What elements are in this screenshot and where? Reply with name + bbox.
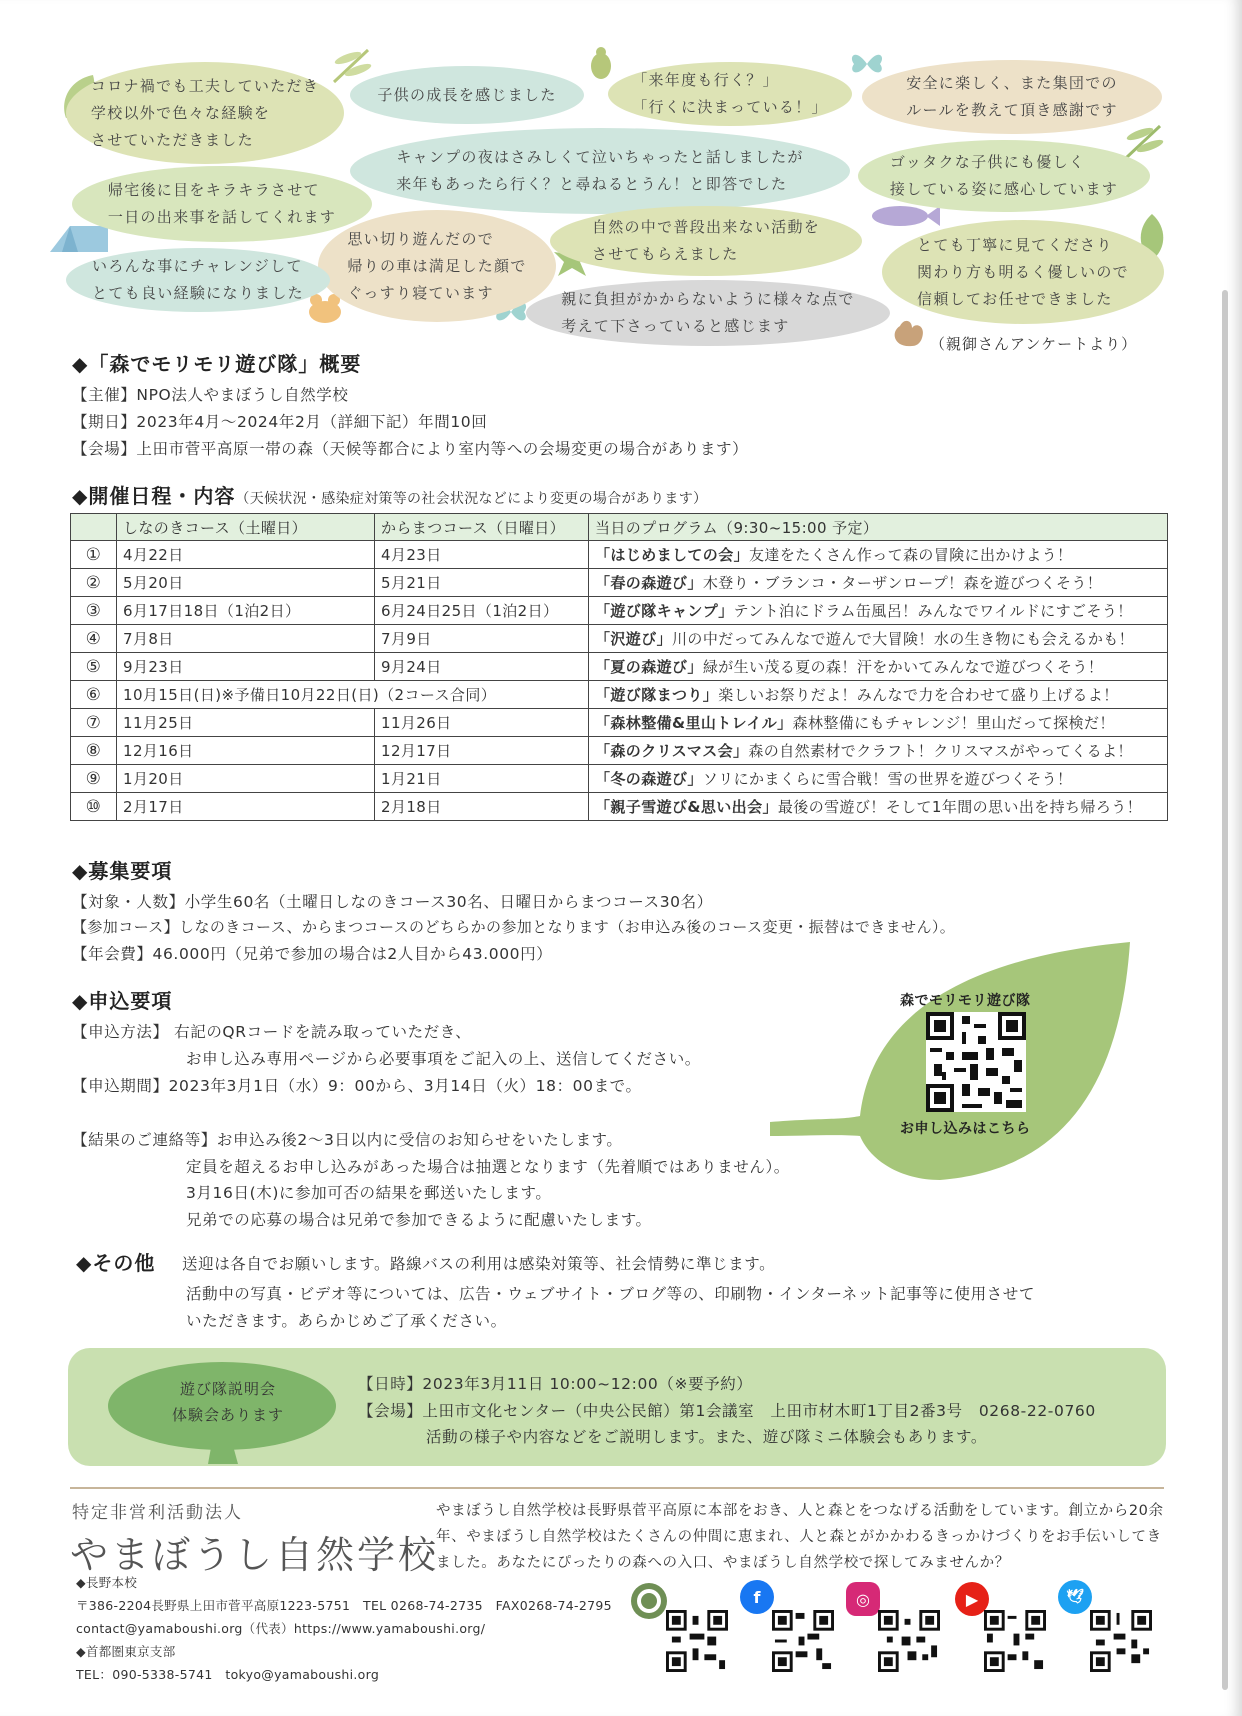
period: 【期日】2023年4月～2024年2月（詳細下記）年間10回 [72,413,488,431]
hq-address: 〒386-2204長野県上田市菅平高原1223-5751 TEL 0268-74-2735 FAX0268-74-2795 [76,1598,612,1613]
comment-bubble: 思い切り遊んだので 帰りの車は満足した顔で ぐっすり寝ています [318,210,556,322]
qr-title: 森でモリモリ遊び隊 [900,993,1031,1009]
session-datetime: 【日時】2023年3月11日 10:00~12:00（※要予約） [358,1375,753,1393]
comment-bubble: とても丁寧に見てくださり 関わり方も明るく優しいので 信頼してお任せできました [882,220,1164,324]
organizer: 【主催】NPO法人やまぼうし自然学校 [72,386,349,404]
comment-bubble: キャンプの夜はさみしくて泣いちゃったと話しましたが 来年もあったら行く？と尋ねるとうん！と即答でした [350,128,850,214]
tent-icon [48,222,110,254]
table-header-row [71,514,1168,541]
recruit-target: 【対象・人数】小学生60名（土曜日しなのきコース30名、日曜日からまつコース30名） [72,893,713,911]
table-row: ④ 7月8日 7月9日 「沢遊び」川の中だってみんなで遊んで大冒険！水の生き物にも会えるかも！ [71,625,1168,653]
result-notice: 【結果のご連絡等】お申込み後2～3日以内に受信のお知らせをいたします。 [72,1131,623,1149]
qr-code-icon[interactable] [984,1610,1046,1672]
youtube-icon[interactable]: ▶ [955,1582,989,1616]
divider [70,1487,1164,1489]
overview-heading: ◆「森でモリモリ遊び隊」概要 [72,352,362,376]
org-about: やまぼうし自然学校は長野県菅平高原に本部をおき、人と森とをつなげる活動をしています。創立から20余年、やまぼうし自然学校はたくさんの仲間に恵まれ、人と森とがかかわるきっかけづくりをお手伝いしてきました。あなたにぴったりの森への入口、やまぼうし自然学校で探してみませんか？ [436,1503,1164,1571]
org-name: やまぼうし自然学校 [70,1533,440,1577]
col-header: からまつコース（日曜日） [375,514,589,541]
comment-bubble: 安全に楽しく、また集団での ルールを教えて頂き感謝です [862,60,1162,134]
apply-method-cont: お申し込み専用ページから必要事項をご記入の上、送信してください。 [186,1050,701,1068]
session-label: 遊び隊説明会 体験会あります [171,1380,284,1424]
apply-method: 【申込方法】 右記のQRコードを読み取っていただき、 [72,1023,472,1041]
comment-bubble: いろんな事にチャレンジして とても良い経験になりました [66,248,330,312]
table-row: ⑦ 11月25日 11月26日 「森林整備&里山トレイル」森林整備にもチャレンジ！里山だって探検だ！ [71,709,1168,737]
recruit-fee: 【年会費】46.000円（兄弟で参加の場合は2人目から43.000円） [72,945,553,963]
other-photos: 活動中の写真・ビデオ等については、広告・ウェブサイト・ブログ等の、印刷物・インターネット記事等に使用させて [186,1285,1035,1303]
comment-bubble: 自然の中で普段出来ない活動を させてもらえました [550,206,862,276]
schedule-heading: ◆開催日程・内容（天候状況・感染症対策等の社会状況などにより変更の場合があります） [72,484,708,508]
result-lottery: 定員を超えるお申し込みがあった場合は抽選となります（先着順ではありません）。 [186,1158,790,1176]
apply-heading: ◆申込要項 [72,989,173,1013]
other-photos-cont: いただきます。あらかじめご了承ください。 [186,1312,507,1330]
beetle-icon [586,44,616,82]
session-venue: 【会場】上田市文化センター（中央公民館）第1会議室 上田市材木町1丁目2番3号 0268-22-0760 [358,1402,1096,1420]
other-transport: 送迎は各自でお願いします。路線バスの利用は感染対策等、社会情勢に準じます。 [182,1255,776,1273]
table-row: ⑧ 12月16日 12月17日 「森のクリスマス会」森の自然素材でクラフト！クリスマスがやってくるよ！ [71,737,1168,765]
qr-code-icon[interactable] [878,1610,940,1672]
facebook-icon[interactable]: f [740,1580,774,1614]
col-header: 当日のプログラム（9:30~15:00 予定） [589,514,1168,541]
comment-bubble: 「来年度も行く？」 「行くに決まっている！」 [608,62,852,126]
apply-period: 【申込期間】2023年3月1日（水）9：00から、3月14日（火）18：00まで。 [72,1077,642,1095]
tokyo-title: ◆首都圏東京支部 [76,1644,176,1659]
recruit-course: 【参加コース】しなのきコース、からまつコースのどちらかの参加となります（お申込み後のコース変更・振替はできません）。 [72,918,956,936]
col-header: しなのきコース（土曜日） [117,514,375,541]
hq-title: ◆長野本校 [76,1575,138,1590]
comment-bubble: 親に負担がかからないように様々な点で 考えて下さっていると感じます [526,280,890,346]
qr-code-icon[interactable] [1090,1610,1152,1672]
table-row: ⑩ 2月17日 2月18日 「親子雪遊び&思い出会」最後の雪遊び！そして1年間の思い出を持ち帰ろう！ [71,793,1168,821]
twitter-icon[interactable]: 🕊 [1058,1580,1092,1614]
recruit-heading: ◆募集要項 [72,859,173,883]
scrollbar[interactable] [1222,290,1228,1690]
schedule-table [70,513,1168,821]
comment-bubble: コロナ禍でも工夫していただき 学校以外で色々な経験を させていただきました [66,62,344,164]
comment-bubble: 帰宅後に目をキラキラさせて 一日の出来事を話してくれます [72,166,372,242]
venue: 【会場】上田市菅平高原一帯の森（天候等都合により室内等への会場変更の場合があります） [72,440,749,458]
qr-code-icon[interactable] [772,1610,834,1672]
table-row: ⑤ 9月23日 9月24日 「夏の森遊び」緑が生い茂る夏の森！汗をかいてみんなで遊びつくそう！ [71,653,1168,681]
hq-contact[interactable]: contact@yamaboushi.org（代表）https://www.yamaboushi.org/ [76,1621,486,1636]
session-note: 活動の様子や内容などをご説明します。また、遊び隊ミニ体験会もあります。 [426,1428,988,1446]
schedule-note: （天候状況・感染症対策等の社会状況などにより変更の場合があります） [235,491,708,507]
school-logo-icon [630,1582,668,1620]
qr-code-icon[interactable] [666,1610,728,1672]
result-mail: 3月16日(木)に参加可否の結果を郵送いたします。 [186,1184,552,1202]
result-siblings: 兄弟での応募の場合は兄弟で参加できるように配慮いたします。 [186,1211,652,1229]
qr-caption: お申し込みはこちら [900,1121,1031,1137]
tokyo-contact[interactable]: TEL：090-5338-5741 tokyo@yamaboushi.org [76,1667,380,1682]
other-heading: ◆その他 [76,1251,156,1275]
survey-note: （親御さんアンケートより） [930,335,1138,353]
table-row: ① 4月22日 4月23日 「はじめましての会」友達をたくさん作って森の冒険に出かけよう！ [71,541,1168,569]
table-row: ⑨ 1月20日 1月21日 「冬の森遊び」ソリにかまくらに雪合戦！雪の世界を遊びつくそう！ [71,765,1168,793]
instagram-icon[interactable]: ◎ [846,1582,880,1616]
table-row: ② 5月20日 5月21日 「春の森遊び」木登り・ブランコ・ターザンロープ！森を遊びつくそう！ [71,569,1168,597]
butterfly-icon [848,48,886,80]
comment-bubble: ゴッタクな子供にも優しく 接している姿に感心しています [858,140,1150,212]
table-row: ⑥ 10月15日(日)※予備日10月22日(日)（2コース合同） 「遊び隊まつり」楽しいお祭りだよ！みんなで力を合わせて盛り上げるよ！ [71,681,1168,709]
table-row: ③ 6月17日18日（1泊2日） 6月24日25日（1泊2日） 「遊び隊キャンプ」テント泊にドラム缶風呂！みんなでワイルドにすごそう！ [71,597,1168,625]
qr-code-icon[interactable] [926,1012,1026,1112]
col-header [71,514,117,541]
org-type: 特定非営利活動法人 [72,1503,243,1523]
comment-bubble: 子供の成長を感じました [350,66,584,124]
